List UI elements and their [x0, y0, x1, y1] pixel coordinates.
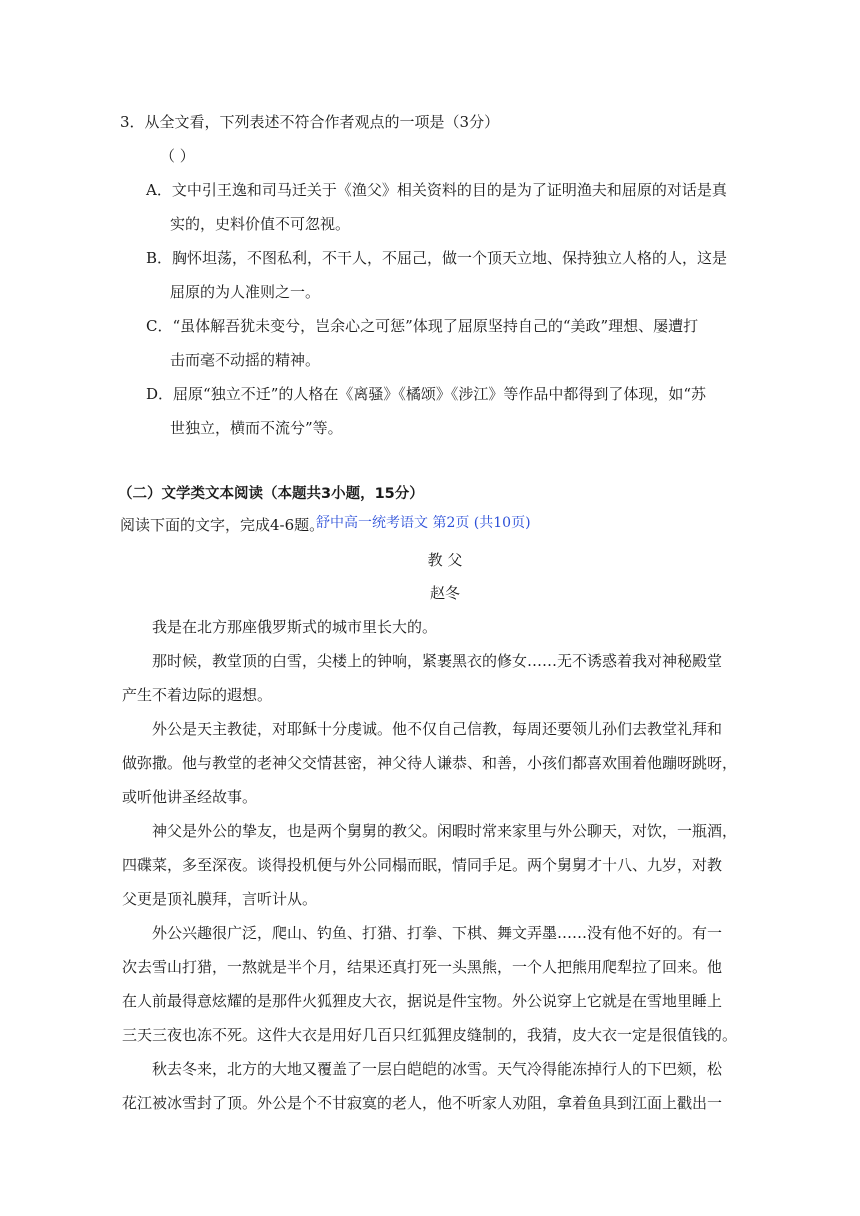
article-paragraph-line: 产生不着边际的遐想。 — [122, 686, 273, 704]
option-a-line1: A．文中引王逸和司马迁关于《渔父》相关资料的目的是为了证明渔夫和屈原的对话是真 — [146, 181, 727, 199]
article-paragraph-line: 四碟菜，多至深夜。谈得投机便与外公同榻而眠，情同手足。两个舅舅才十八、九岁，对教 — [122, 856, 723, 874]
article-paragraph-line: 我是在北方那座俄罗斯式的城市里长大的。 — [152, 618, 438, 636]
question-3-stem: 3．从全文看，下列表述不符合作者观点的一项是（3分） — [120, 113, 500, 131]
option-d-line2: 世独立，横而不流兮”等。 — [170, 419, 343, 437]
option-c-line1: C．“虽体解吾犹未变兮，岂余心之可惩”体现了屈原坚持自己的“美政”理想、屡遭打 — [146, 317, 699, 335]
article-paragraph-line: 花江被冰雪封了顶。外公是个不甘寂寞的老人，他不听家人劝阻，拿着鱼具到江面上戳出一 — [122, 1094, 723, 1112]
article-title: 教 父 — [427, 551, 463, 569]
option-a-line2: 实的，史料价值不可忽视。 — [170, 215, 351, 233]
article-paragraph-line: 在人前最得意炫耀的是那件火狐狸皮大衣，据说是件宝物。外公说穿上它就是在雪地里睡上 — [122, 992, 723, 1010]
option-b-line2: 屈原的为人准则之一。 — [170, 283, 321, 301]
option-b-line1: B．胸怀坦荡，不图私利，不干人，不屈己，做一个顶天立地、保持独立人格的人，这是 — [146, 249, 728, 267]
answer-bracket: （ ） — [160, 147, 195, 165]
option-c-line2: 击而毫不动摇的精神。 — [170, 351, 321, 369]
article-paragraph-line: 外公是天主教徒，对耶稣十分虔诚。他不仅自己信教，每周还要领儿孙们去教堂礼拜和 — [152, 720, 723, 738]
article-paragraph-line: 三天三夜也冻不死。这件大衣是用好几百只红狐狸皮缝制的，我猜，皮大衣一定是很值钱的。 — [122, 1026, 738, 1044]
section-heading: （二）文学类文本阅读（本题共3小题，15分） — [118, 486, 424, 502]
page-footer: 舒中高一统考语文 第2页 (共10页) — [316, 515, 531, 531]
article-paragraph-line: 那时候，教堂顶的白雪，尖楼上的钟响，紧裹黑衣的修女……无不诱惑着我对神秘殿堂 — [152, 652, 723, 670]
article-paragraph-line: 秋去冬来，北方的大地又覆盖了一层白皑皑的冰雪。天气冷得能冻掉行人的下巴颏，松 — [152, 1060, 723, 1078]
article-author: 赵冬 — [429, 584, 460, 602]
article-paragraph-line: 做弥撒。他与教堂的老神父交情甚密，神父待人谦恭、和善，小孩们都喜欢围着他蹦呀跳呀， — [122, 754, 738, 772]
article-paragraph-line: 父更是顶礼膜拜，言听计从。 — [122, 890, 318, 908]
article-paragraph-line: 外公兴趣很广泛，爬山、钓鱼、打猎、打拳、下棋、舞文弄墨……没有他不好的。有一 — [152, 924, 723, 942]
article-paragraph-line: 次去雪山打猎，一熬就是半个月，结果还真打死一头黑熊，一个人把熊用爬犁拉了回来。他 — [122, 958, 723, 976]
article-paragraph-line: 神父是外公的挚友，也是两个舅舅的教父。闲暇时常来家里与外公聊天，对饮，一瓶酒， — [152, 822, 738, 840]
option-d-line1: D．屈原“独立不迁”的人格在《离骚》《橘颂》《涉江》等作品中都得到了体现，如“苏 — [146, 385, 707, 403]
reading-instruction: 阅读下面的文字，完成4-6题。 — [120, 516, 325, 534]
article-paragraph-line: 或听他讲圣经故事。 — [122, 788, 258, 806]
